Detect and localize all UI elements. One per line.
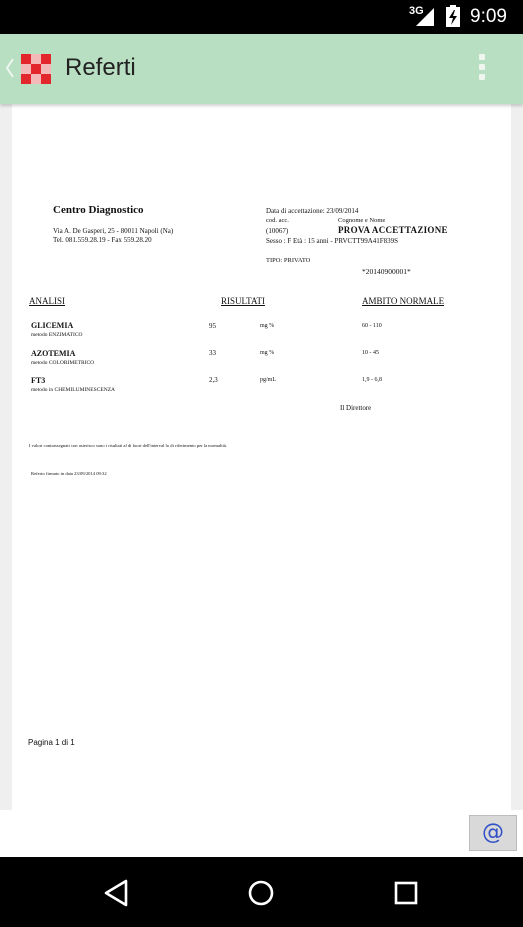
screen-title: Referti	[65, 54, 136, 81]
result-range: 60 - 110	[362, 323, 382, 329]
email-button[interactable]: @	[469, 815, 517, 851]
up-navigation-icon[interactable]	[4, 57, 14, 79]
status-clock: 9:09	[470, 6, 507, 27]
acceptance-date: Data di accettazione: 23/09/2014	[266, 207, 359, 215]
result-method: metodo COLORIMETRICO	[31, 360, 95, 366]
result-range: 10 - 45	[362, 350, 379, 356]
page-number: Pagina 1 di 1	[28, 738, 75, 747]
report-signed-date: Referto firmato in data 23/09/2014 09:32	[31, 471, 107, 476]
lab-name: Centro Diagnostico	[53, 204, 144, 216]
result-unit: mg %	[260, 323, 275, 329]
patient-name-label: Cognome e Nome	[338, 217, 386, 224]
system-navigation-bar	[0, 857, 523, 927]
result-unit: mg %	[260, 350, 275, 356]
patient-sex-age: Sesso : F Età : 15 anni - PRVCTT99A41F839S	[266, 237, 399, 245]
acceptance-type: TIPO: PRIVATO	[266, 257, 311, 264]
patient-name: PROVA ACCETTAZIONE	[338, 225, 448, 235]
app-logo-icon[interactable]	[21, 54, 51, 84]
result-name: FT3	[31, 376, 46, 385]
header-analisi: ANALISI	[29, 296, 65, 306]
result-range: 1,9 - 6,8	[362, 377, 382, 383]
result-name: GLICEMIA	[31, 321, 74, 330]
barcode-text: *20140900001*	[362, 267, 411, 276]
battery-charging-icon	[446, 5, 460, 27]
result-method: metodo ENZIMATICO	[31, 332, 83, 338]
report-viewer[interactable]	[0, 104, 523, 810]
recent-apps-icon[interactable]	[390, 877, 422, 909]
result-value: 2,3	[209, 376, 218, 384]
lab-address: Via A. De Gasperi, 25 - 80011 Napoli (Na)	[53, 227, 174, 235]
result-name: AZOTEMIA	[31, 349, 76, 358]
acceptance-code-label: cod. acc.	[266, 217, 289, 224]
back-icon[interactable]	[101, 877, 133, 909]
network-type: 3G	[409, 5, 424, 17]
result-value: 95	[209, 322, 216, 330]
overflow-menu-icon[interactable]	[477, 54, 487, 86]
lab-phone: Tel. 081.559.28.19 - Fax 559.28.20	[53, 236, 152, 244]
report-footnote: I valori contrassegnati con asterisco sono i risultati al di fuori dell'interval lo di riferimento per la normalità.	[29, 443, 228, 448]
result-method: metodo in CHEMILUMINESCENZA	[31, 387, 116, 393]
bottom-toolbar	[0, 810, 523, 857]
action-bar	[0, 34, 523, 104]
header-risultati: RISULTATI	[221, 296, 265, 306]
report-page	[12, 104, 511, 810]
acceptance-code: (10067)	[266, 227, 289, 235]
result-value: 33	[209, 349, 216, 357]
home-icon[interactable]	[245, 877, 277, 909]
status-bar	[0, 0, 523, 34]
result-unit: pg/mL	[260, 377, 276, 383]
header-ambito: AMBITO NORMALE	[362, 296, 445, 306]
director-signature-label: Il Direttore	[340, 404, 372, 412]
signal-icon	[414, 6, 436, 28]
